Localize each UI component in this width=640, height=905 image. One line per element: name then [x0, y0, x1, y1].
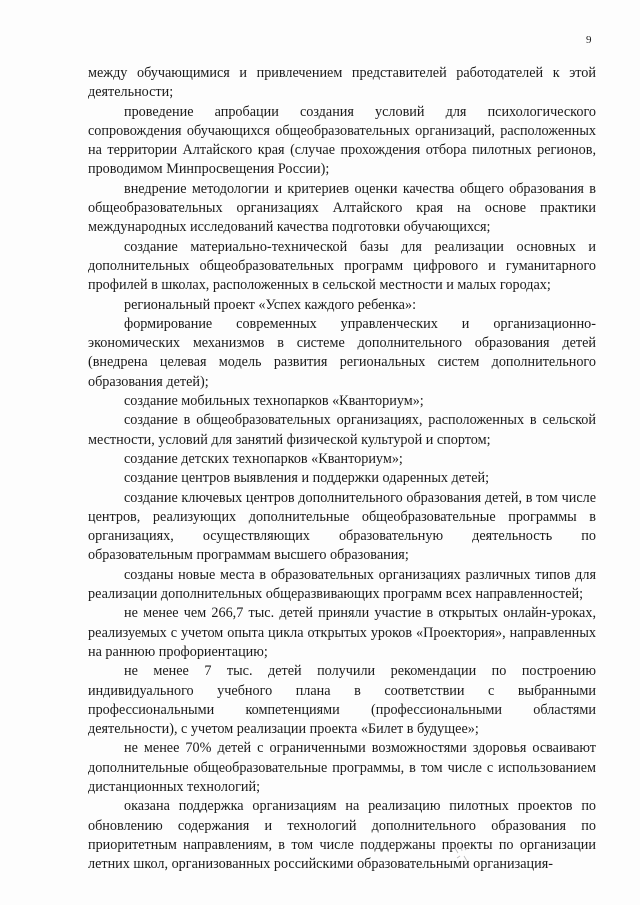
- page-number: 9: [586, 34, 592, 46]
- paragraph: формирование современных управленческих и организационно-экономических механизмов в системе дополнительного образования детей (внедрена целевая модель развития региональных систем дополнительного образования детей);: [88, 315, 596, 390]
- body-text: [88, 64, 596, 874]
- paragraph: оказана поддержка организациям на реализацию пилотных проектов по обновлению содержания и технологий дополнительного образования по приоритетным направлениям, в том числе поддержаны проекты по организации летних школ, организованных российскими образовательными организация-: [88, 798, 596, 873]
- paragraph: созданы новые места в образовательных организациях различных типов для реализации дополнительных общеразвивающих программ всех направленностей;: [88, 566, 596, 603]
- paragraph: создание мобильных технопарков «Кванториум»;: [124, 393, 424, 410]
- paragraph: создание центров выявления и поддержки одаренных детей;: [124, 470, 490, 487]
- paragraph: между обучающимися и привлечением представителей работодателей к этой деятельности;: [88, 65, 596, 101]
- paragraph: создание в общеобразовательных организациях, расположенных в сельской местности, условий для занятий физической культурой и спортом;: [88, 412, 596, 448]
- scan-mark: [452, 844, 474, 864]
- paragraph: создание детских технопарков «Кванториум»;: [124, 450, 403, 467]
- paragraph: региональный проект «Успех каждого ребенка»:: [124, 296, 417, 313]
- paragraph: создание ключевых центров дополнительного образования детей, в том числе центров, реализующих дополнительные общеобразовательные программы в организациях, осуществляющих образовательную деятельность по образовательным программам высшего образования;: [88, 489, 596, 564]
- paragraph: не менее 7 тыс. детей получили рекомендации по построению индивидуального учебного плана в соответствии с выбранными профессиональными компетенциями (профессиональными областями деятельности), с учетом реализации проекта «Билет в будущее»;: [88, 663, 596, 738]
- paragraph: не менее чем 266,7 тыс. детей приняли участие в открытых онлайн-уроках, реализуемых с учетом опыта цикла открытых уроков «Проектория», направленных на раннюю профориентацию;: [88, 605, 596, 660]
- paragraph: создание материально-технической базы для реализации основных и дополнительных общеобразовательных программ цифрового и гуманитарного профилей в школах, расположенных в сельской местности и малых городах;: [88, 238, 596, 294]
- paragraph: проведение апробации создания условий для психологического сопровождения обучающихся общеобразовательных организаций, расположенных на территории Алтайского края (случае прохождения отбора пилотных регионов, проводимом Минпросвещения России);: [88, 103, 596, 178]
- paragraph: не менее 70% детей с ограниченными возможностями здоровья осваивают дополнительные общеобразовательные программы, в том числе с использованием дистанционных технологий;: [88, 740, 596, 795]
- paragraph: внедрение методологии и критериев оценки качества общего образования в общеобразовательных организациях Алтайского края на основе практики международных исследований качества подготовки обучающихся;: [88, 180, 596, 236]
